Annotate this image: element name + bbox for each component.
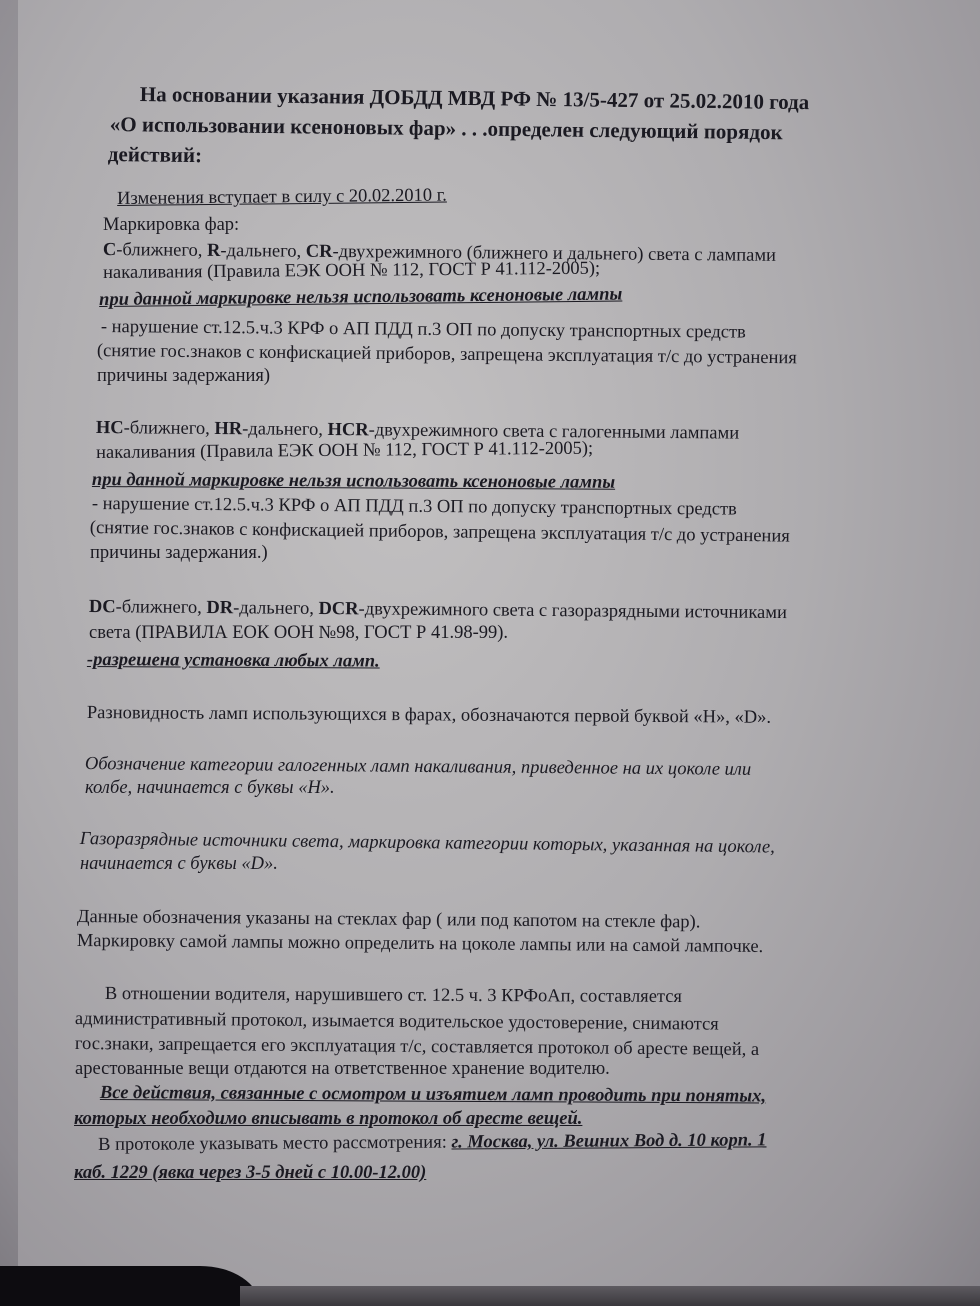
block-dc-line-2: света (ПРАВИЛА ЕОК ООН №98, ГОСТ Р 41.98-99). (89, 623, 509, 643)
code-hr: HR (214, 419, 243, 440)
halogen-line-1: Обозначение категории галогенных ламп накаливания, приведенное на их цоколе или (84, 753, 752, 780)
gas-discharge-line-2: начинается с буквы «D». (80, 854, 278, 874)
code-cr: CR (305, 241, 333, 263)
protocol-prefix: В протоколе указывать место рассмотрения: (98, 1132, 452, 1155)
location-line-2: Маркировку самой лампы можно определить на цоколе лампы или на самой лампочке. (76, 930, 764, 957)
block-hc-violation-1: - нарушение ст.12.5.ч.3 КРФ о АП ПДД п.3 ОП по допуску транспортных средств (91, 493, 737, 520)
code-hc: HC (95, 417, 124, 439)
block-hc-line-2: накаливания (Правила ЕЭК ООН № 112, ГОСТ Р 41.112-2005); (96, 438, 594, 463)
header-line-1: На основании указания ДОБДД МВД РФ № 13/5-427 от 25.02.2010 года (139, 82, 810, 115)
block-c-violation-1: - нарушение ст.12.5.ч.3 КРФ о АП ПДД п.3 ОП по допуску транспортных средств (100, 316, 746, 343)
driver-line-2: административный протокол, изымается водительское удостоверение, снимаются (74, 1008, 719, 1035)
protocol-line-2: каб. 1229 (явка через 3-5 дней с 10.00-12.00) (74, 1163, 427, 1183)
text: -дальнего, (220, 241, 306, 262)
lamp-varieties: Разновидность ламп использующихся в фарах, обозначаются первой буквой «H», «D». (86, 703, 772, 728)
block-c-line-2: накаливания (Правила ЕЭК ООН № 112, ГОСТ Р 41.112-2005); (103, 258, 601, 283)
block-dc-line-1 (89, 596, 787, 624)
block-hc-violation-2: (снятие гос.знаков с конфискацией приборов, запрещена эксплуатация т/с до устранения (89, 517, 790, 547)
text: -двухрежимного (ближнего и дальнего) света с лампами (332, 242, 777, 266)
driver-line-4: арестованные вещи отдаются на ответственное хранение водителю. (75, 1059, 610, 1079)
marking-label: Маркировка фар: (103, 215, 240, 235)
code-dr: DR (206, 598, 234, 619)
block-hc-violation-3: причины задержания.) (90, 543, 268, 563)
witnesses-line-1: Все действия, связанные с осмотром и изъятием ламп проводить при понятых, (99, 1083, 767, 1107)
text: -дальнего, (233, 598, 319, 620)
block-c-violation-3: причины задержания) (97, 366, 271, 386)
halogen-line-2: колбе, начинается с буквы «H». (85, 778, 335, 798)
protocol-line-1 (98, 1129, 767, 1156)
code-dc: DC (88, 596, 116, 618)
gas-discharge-line-1: Газоразрядные источники света, маркировка категории которых, указанная на цоколе, (79, 828, 775, 858)
block-c-warning: при данной маркировке нельзя использовать ксеноновые лампы (99, 284, 623, 310)
header-line-3: действий: (107, 142, 203, 168)
code-dcr: DCR (318, 599, 359, 620)
block-hc-warning: при данной маркировке нельзя использовать ксеноновые лампы (91, 470, 616, 493)
witnesses-line-2: которых необходимо вписывать в протокол об аресте вещей. (74, 1109, 583, 1129)
text: -ближнего, (116, 240, 208, 261)
text: -двухрежимного света с галогенными лампами (368, 420, 740, 444)
text: -ближнего, (115, 597, 207, 619)
location-line-1: Данные обозначения указаны на стеклах фар ( или под капотом на стекле фар). (76, 906, 701, 933)
code-r: R (206, 240, 221, 262)
driver-line-3: гос.знаки, запрещается его эксплуатация т/с, составляется протокол об аресте вещей, а (74, 1034, 760, 1060)
driver-line-1: В отношении водителя, нарушившего ст. 12.5 ч. 3 КРФоАп, составляется (104, 984, 683, 1008)
text: -ближнего, (123, 418, 215, 440)
text: -двухрежимного света с газоразрядными источниками (358, 599, 787, 624)
code-hcr: HCR (327, 420, 369, 441)
block-c-violation-2: (снятие гос.знаков с конфискацией приборов, запрещена эксплуатация т/с до устранения (96, 340, 797, 369)
code-c: C (102, 239, 117, 261)
block-dc-allowed: -разрешена установка любых ламп. (86, 650, 380, 672)
protocol-address: г. Москва, ул. Вешних Вод д. 10 корп. 1 (451, 1130, 767, 1153)
text: -дальнего, (242, 419, 328, 441)
effective-date: Изменения вступает в силу с 20.02.2010 г. (117, 185, 447, 209)
header-line-2: «О использовании ксеноновых фар» . . .определен следующий порядок (109, 112, 783, 145)
